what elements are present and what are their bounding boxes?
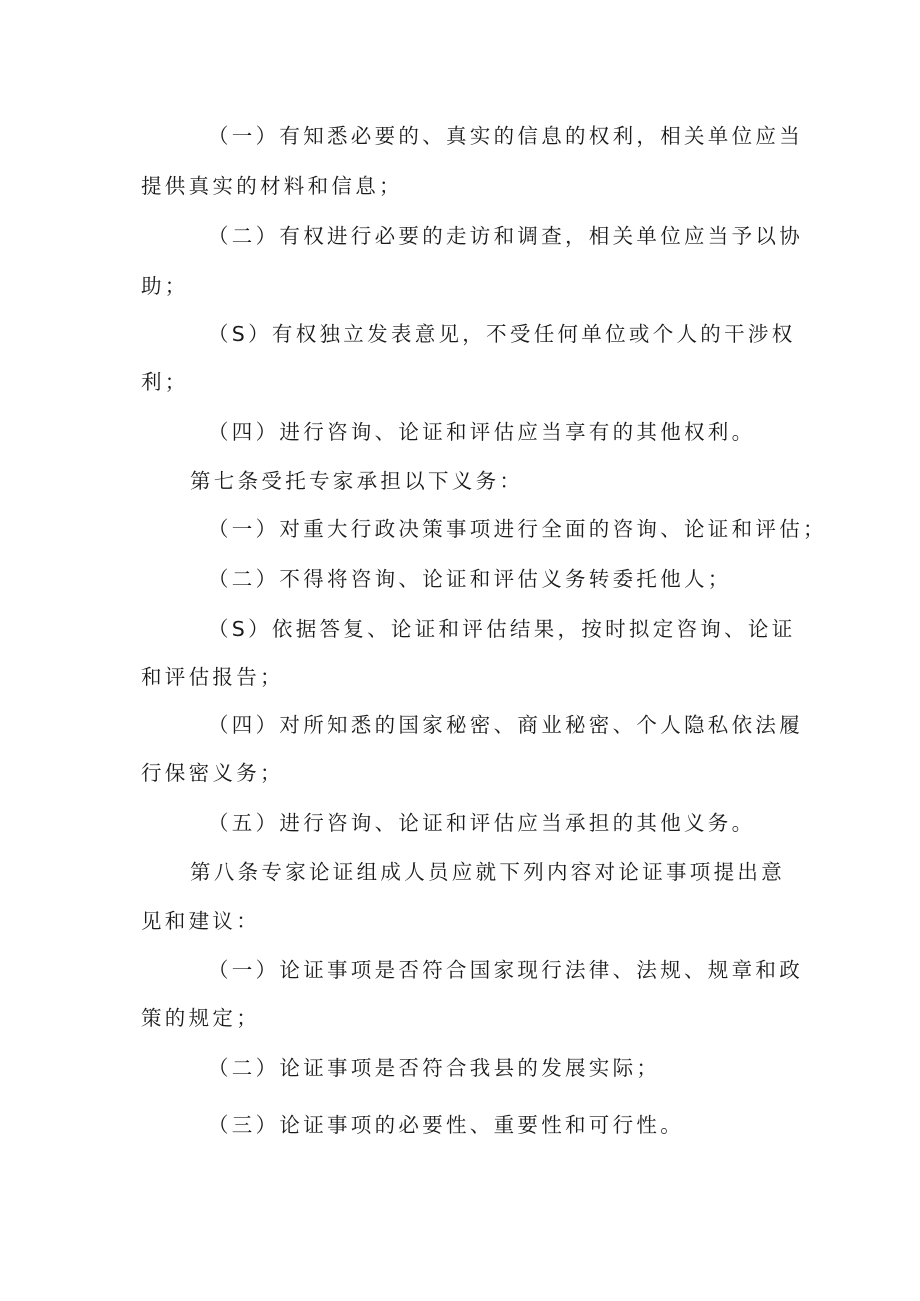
text-line: （二）有权进行必要的走访和调查，相关单位应当予以协: [208, 224, 803, 248]
text-line: （三）论证事项的必要性、重要性和可行性。: [208, 1113, 684, 1137]
text-line: （五）进行咨询、论证和评估应当承担的其他义务。: [208, 811, 756, 835]
text-line: （一）对重大行政决策事项进行全面的咨询、论证和评估；: [208, 517, 827, 541]
article-heading: 第八条专家论证组成人员应就下列内容对论证事项提出意: [190, 860, 785, 884]
text-line: 见和建议：: [141, 909, 260, 933]
text-line: （S）依据答复、论证和评估结果，按时拟定咨询、论证: [208, 617, 796, 641]
text-line: 提供真实的材料和信息；: [141, 174, 403, 198]
text-line: 利；: [141, 370, 189, 394]
text-line: （S）有权独立发表意见，不受任何单位或个人的干涉权: [208, 322, 796, 346]
article-heading: 第七条受托专家承担以下义务：: [190, 469, 524, 493]
text-line: （一）有知悉必要的、真实的信息的权利，相关单位应当: [208, 124, 803, 148]
text-line: （二）论证事项是否符合我县的发展实际；: [208, 1056, 661, 1080]
text-line: 和评估报告；: [141, 665, 284, 689]
text-line: 策的规定；: [141, 1006, 260, 1030]
text-line: 助；: [141, 274, 189, 298]
text-line: （二）不得将咨询、论证和评估义务转委托他人；: [208, 567, 732, 591]
text-line: （四）对所知悉的国家秘密、商业秘密、个人隐私依法履: [208, 713, 803, 737]
text-line: 行保密义务；: [141, 761, 284, 785]
text-line: （四）进行咨询、论证和评估应当享有的其他权利。: [208, 420, 756, 444]
text-line: （一）论证事项是否符合国家现行法律、法规、规章和政: [208, 958, 803, 982]
